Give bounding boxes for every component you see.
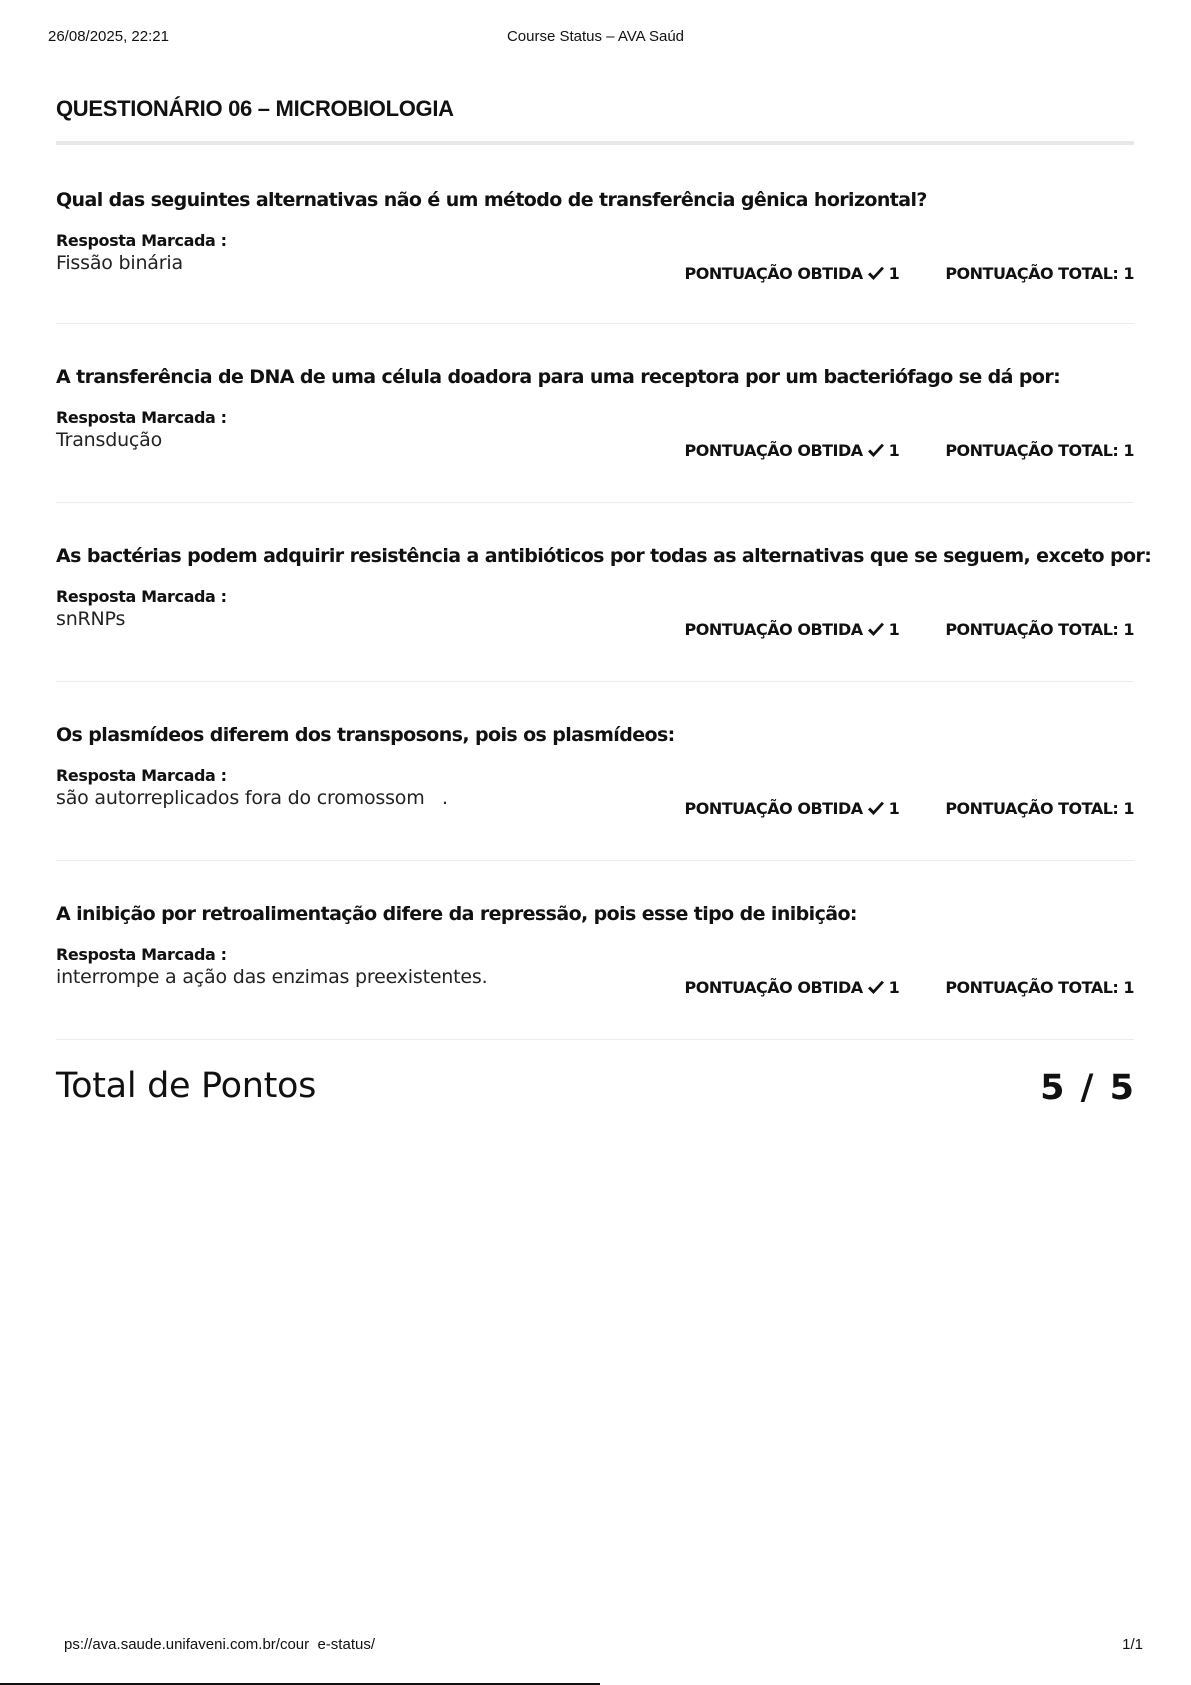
score-obtained (685, 620, 900, 639)
score-total: PONTUAÇÃO TOTAL: 1 (945, 799, 1134, 818)
print-page-title: Course Status – AVA Saúd (506, 28, 685, 45)
print-header (48, 28, 1143, 50)
quiz-title: QUESTIONÁRIO 06 – MICROBIOLOGIA (56, 96, 1134, 145)
question-item (56, 503, 1152, 682)
score-obtained (685, 264, 900, 283)
question-list (56, 145, 1152, 1040)
question-item (56, 324, 1134, 503)
print-date: 26/08/2025, 22:21 (48, 28, 169, 45)
score-obtained (685, 978, 900, 997)
score-obtained-label: PONTUAÇÃO OBTIDA (684, 264, 863, 283)
score-total: PONTUAÇÃO TOTAL: 1 (945, 441, 1134, 460)
score-total: PONTUAÇÃO TOTAL: 1 (945, 620, 1134, 639)
score-row (685, 799, 1134, 818)
answer-label: Resposta Marcada : (56, 766, 227, 785)
answer-label: Resposta Marcada : (56, 231, 227, 250)
check-icon (867, 622, 885, 638)
question-text: A transferência de DNA de uma célula doadora para uma receptora por um bacteriófago se dá por: (56, 366, 1061, 388)
score-row (685, 264, 1134, 283)
score-obtained-value: 1 (888, 978, 900, 997)
score-row (685, 978, 1134, 997)
score-total: PONTUAÇÃO TOTAL: 1 (945, 978, 1134, 997)
score-row (685, 441, 1134, 460)
check-icon (867, 443, 885, 459)
question-text: Qual das seguintes alternativas não é um método de transferência gênica horizontal? (56, 189, 927, 211)
quiz-result (56, 96, 1152, 1136)
marked-answer: snRNPs (56, 608, 126, 630)
score-obtained-value: 1 (888, 620, 900, 639)
answer-label: Resposta Marcada : (56, 945, 227, 964)
question-text: A inibição por retroalimentação difere da repressão, pois esse tipo de inibição: (56, 903, 857, 925)
question-item (56, 682, 1134, 861)
marked-answer: Fissão binária (56, 252, 183, 274)
check-icon (867, 266, 885, 282)
total-points-label: Total de Pontos (56, 1066, 317, 1106)
question-item (56, 145, 1134, 324)
marked-answer: interrompe a ação das enzimas preexistentes. (56, 966, 488, 988)
question-text: Os plasmídeos diferem dos transposons, pois os plasmídeos: (56, 724, 675, 746)
score-obtained-label: PONTUAÇÃO OBTIDA (684, 441, 863, 460)
answer-label: Resposta Marcada : (56, 408, 227, 427)
marked-answer: são autorreplicados fora do cromossom . (56, 787, 448, 809)
question-text: As bactérias podem adquirir resistência a antibióticos por todas as alternativas que se seguem, exceto por: (56, 545, 1152, 567)
score-row (685, 620, 1134, 639)
check-icon (867, 801, 885, 817)
score-obtained (685, 799, 900, 818)
total-points-value: 5 / 5 (1040, 1068, 1134, 1108)
score-obtained-label: PONTUAÇÃO OBTIDA (684, 978, 863, 997)
print-url: ps://ava.saude.unifaveni.com.br/cour e-status/ (64, 1636, 375, 1653)
score-obtained-value: 1 (888, 799, 900, 818)
total-points-row (56, 1066, 1134, 1136)
score-obtained-value: 1 (888, 264, 900, 283)
question-item (56, 861, 1134, 1040)
score-obtained-value: 1 (888, 441, 900, 460)
score-total: PONTUAÇÃO TOTAL: 1 (945, 264, 1134, 283)
answer-label: Resposta Marcada : (56, 587, 227, 606)
check-icon (867, 980, 885, 996)
score-obtained-label: PONTUAÇÃO OBTIDA (684, 799, 863, 818)
score-obtained-label: PONTUAÇÃO OBTIDA (684, 620, 863, 639)
marked-answer: Transdução (56, 429, 163, 451)
page-number: 1/1 (1122, 1636, 1143, 1653)
score-obtained (685, 441, 900, 460)
